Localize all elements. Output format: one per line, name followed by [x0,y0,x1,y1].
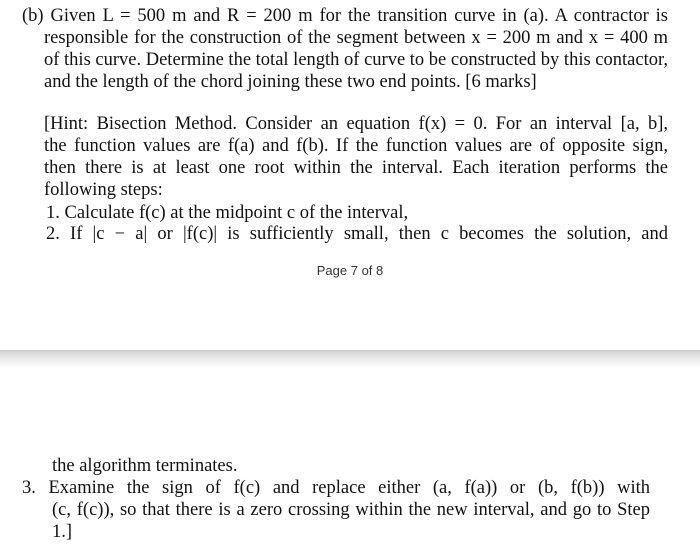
question-b-line-4: and the length of the chord joining these two end points. [6 marks] [44,72,537,92]
document-page-8 [0,368,700,548]
question-b-line-3: of this curve. Determine the total length of curve to be constructed by this contactor, [44,50,668,70]
hint-step-3-line-1: 3. Examine the sign of f(c) and replace either (a, f(a)) or (b, f(b)) with [22,478,650,498]
hint-line-1: [Hint: Bisection Method. Consider an equation f(x) = 0. For an interval [a, b], [44,114,668,134]
hint-step-2: 2. If |c − a| or |f(c)| is sufficiently small, then c becomes the solution, and [46,224,668,244]
hint-line-3: then there is at least one root within the interval. Each iteration performs the [44,158,668,178]
question-b-line-1: (b) Given L = 500 m and R = 200 m for the transition curve in (a). A contractor is [22,6,668,26]
continued-line-1: the algorithm terminates. [52,456,238,476]
hint-line-4: following steps: [44,180,163,200]
hint-line-2: the function values are f(a) and f(b). If the function values are of opposite sign, [44,136,668,156]
hint-step-3-line-3: 1.] [52,522,73,542]
hint-step-1: 1. Calculate f(c) at the midpoint c of the interval, [46,203,409,223]
question-b-line-2: responsible for the construction of the segment between x = 200 m and x = 400 m [44,28,668,48]
page-break-divider [0,350,700,368]
hint-step-3-line-2: (c, f(c)), so that there is a zero crossing within the new interval, and go to Step [52,500,650,520]
page-number-footer: Page 7 of 8 [316,263,384,278]
